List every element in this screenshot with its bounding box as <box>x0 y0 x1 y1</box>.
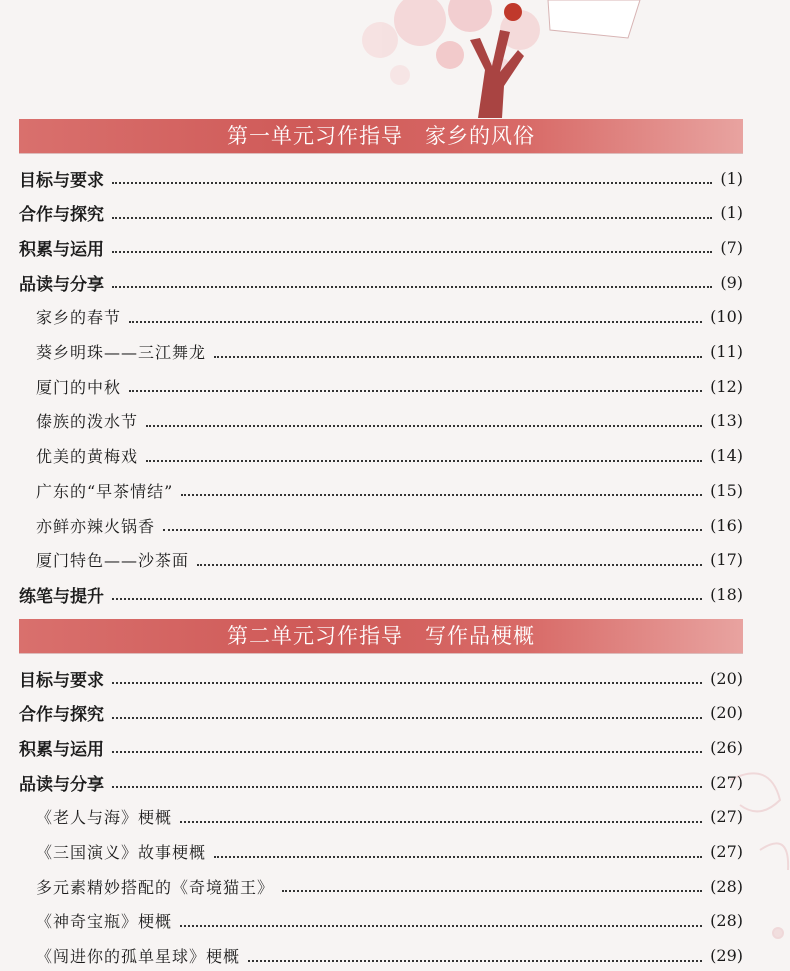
toc-entry-page: (16) <box>710 515 743 535</box>
toc-subentry[interactable] <box>36 510 743 540</box>
toc-subentry[interactable] <box>36 475 743 505</box>
toc-entry[interactable] <box>19 579 743 609</box>
toc-subentry[interactable] <box>36 941 743 971</box>
toc-entry-title: 目标与要求 <box>19 170 104 191</box>
toc-entry-page: (15) <box>710 480 743 500</box>
toc-entry[interactable] <box>19 663 743 693</box>
toc-entry-page: (11) <box>710 342 743 361</box>
toc-entry[interactable] <box>19 267 743 297</box>
toc-subentry[interactable] <box>36 802 743 832</box>
toc-entry-page: (29) <box>710 946 743 966</box>
toc-entry-title: 积累与运用 <box>19 239 104 260</box>
toc-entry-page: (26) <box>710 737 743 757</box>
dot-leader <box>112 251 712 253</box>
toc-entry-title: 《老人与海》梗概 <box>36 808 173 828</box>
dot-leader <box>129 321 702 323</box>
toc-entry-title: 家乡的春节 <box>36 308 122 328</box>
dot-leader <box>163 529 702 531</box>
toc-entry-page: (12) <box>710 376 743 396</box>
toc-entry-title: 合作与探究 <box>19 205 104 226</box>
toc-entry-page: (27) <box>710 772 743 792</box>
toc-entry-page: (14) <box>710 446 743 466</box>
unit-banner <box>19 619 743 653</box>
unit-banner <box>19 119 743 153</box>
toc-entry-page: (1) <box>720 203 743 223</box>
toc-entry-page: (9) <box>720 272 743 292</box>
dot-leader <box>112 682 702 684</box>
toc-entry[interactable] <box>19 198 743 228</box>
dot-leader <box>129 390 702 392</box>
toc-entry-title: 合作与探究 <box>19 705 104 726</box>
dot-leader <box>112 217 712 219</box>
dot-leader <box>180 925 702 927</box>
toc-subentry[interactable] <box>36 837 743 867</box>
toc-entry-title: 傣族的泼水节 <box>36 412 139 432</box>
toc-entry-title: 品读与分享 <box>19 774 104 795</box>
toc-entry-title: 积累与运用 <box>19 739 104 760</box>
toc-entry-page: (27) <box>710 807 743 827</box>
toc-subentry[interactable] <box>36 441 743 471</box>
toc-entry-page: (17) <box>710 550 743 570</box>
toc-entry-title: 厦门特色——沙茶面 <box>36 551 190 571</box>
toc-entry[interactable] <box>19 232 743 262</box>
toc-entry-title: 品读与分享 <box>19 274 104 295</box>
toc-entry-page: (28) <box>710 876 743 896</box>
toc-subentry[interactable] <box>36 406 743 436</box>
toc-entry-page: (7) <box>720 237 743 257</box>
dot-leader <box>112 286 712 288</box>
toc-entry-page: (1) <box>720 168 743 188</box>
dot-leader <box>180 821 702 823</box>
dot-leader <box>112 751 702 753</box>
dot-leader <box>112 598 702 600</box>
toc-entry-page: (28) <box>710 911 743 931</box>
toc-entry-page: (20) <box>710 703 743 723</box>
dot-leader <box>112 717 702 719</box>
toc-entry-title: 广东的“早茶情结” <box>36 481 174 501</box>
toc-entry-title: 《神奇宝瓶》梗概 <box>36 912 173 932</box>
toc-entry-page: (13) <box>710 411 743 431</box>
toc-entry-page: (20) <box>710 668 743 688</box>
toc-entry-title: 练笔与提升 <box>19 586 104 607</box>
toc-entry-title: 目标与要求 <box>19 670 104 691</box>
toc-entry-title: 优美的黄梅戏 <box>36 447 139 467</box>
toc-subentry[interactable] <box>36 545 743 575</box>
toc-subentry[interactable] <box>36 906 743 936</box>
toc-entry-title: 《三国演义》故事梗概 <box>36 843 207 862</box>
toc-subentry[interactable] <box>36 371 743 401</box>
dot-leader <box>112 786 702 788</box>
unit-banner-title: 第二单元习作指导 写作品梗概 <box>227 624 535 648</box>
dot-leader <box>248 960 702 962</box>
toc-entry-title: 厦门的中秋 <box>36 377 122 397</box>
toc-entry-page: (10) <box>710 307 743 327</box>
dot-leader <box>146 425 702 427</box>
unit-banner-title: 第一单元习作指导 家乡的风俗 <box>227 124 535 148</box>
toc-subentry[interactable] <box>36 302 743 332</box>
dot-leader <box>197 564 702 566</box>
toc-subentry[interactable] <box>36 337 743 367</box>
toc-entry[interactable] <box>19 698 743 728</box>
toc-subentry[interactable] <box>36 871 743 901</box>
toc-entry-title: 葵乡明珠——三江舞龙 <box>36 343 207 362</box>
dot-leader <box>282 890 702 892</box>
dot-leader <box>146 460 702 462</box>
dot-leader <box>181 494 702 496</box>
toc-entry[interactable] <box>19 732 743 762</box>
toc-entry-title: 亦鲜亦辣火锅香 <box>36 516 156 536</box>
toc-entry-page: (18) <box>710 584 743 604</box>
toc-entry-page: (27) <box>710 842 743 861</box>
toc-entry-title: 《闯进你的孤单星球》梗概 <box>36 947 241 967</box>
dot-leader <box>214 356 702 358</box>
toc-entry-title: 多元素精妙搭配的《奇境猫王》 <box>36 877 275 897</box>
toc-entry[interactable] <box>19 163 743 193</box>
dot-leader <box>214 856 702 858</box>
toc-entry[interactable] <box>19 767 743 797</box>
dot-leader <box>112 182 712 184</box>
